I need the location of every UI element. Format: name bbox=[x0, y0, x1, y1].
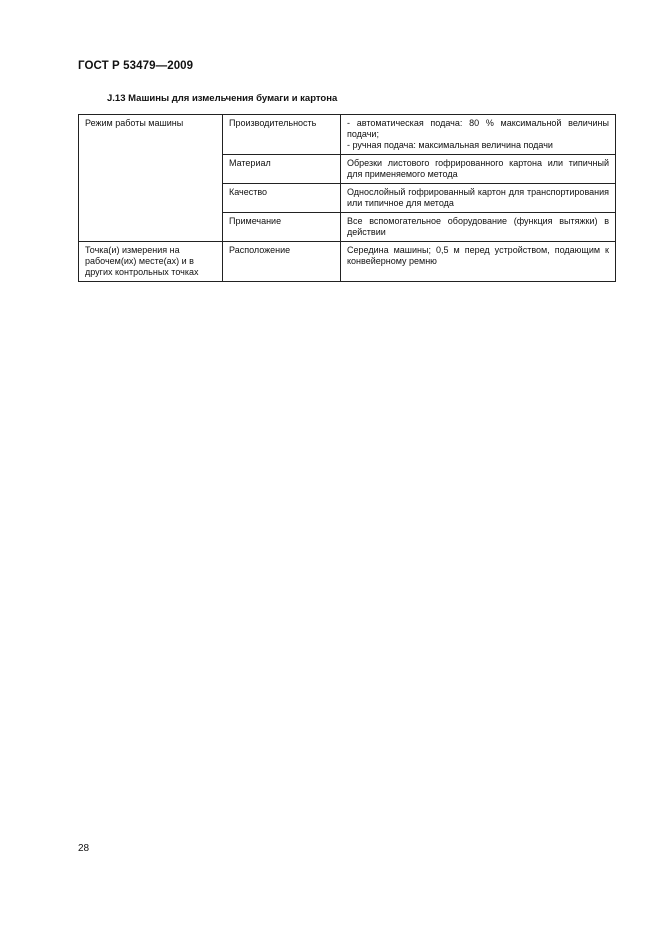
param-label: Примечание bbox=[223, 213, 341, 242]
value-line: - автоматическая подача: 80 % максимальной величины подачи; bbox=[347, 118, 609, 139]
param-value bbox=[341, 184, 616, 213]
param-label: Качество bbox=[223, 184, 341, 213]
param-label: Материал bbox=[223, 155, 341, 184]
param-label: Расположение bbox=[223, 242, 341, 282]
page-number: 28 bbox=[78, 843, 90, 854]
table-row bbox=[79, 115, 616, 155]
section-title: J.13 Машины для измельчения бумаги и картона bbox=[107, 93, 338, 104]
value-line: Однослойный гофрированный картон для транспортирования или типичное для метода bbox=[347, 187, 609, 208]
group-label-operating-mode: Режим работы машины bbox=[79, 115, 223, 242]
value-line: - ручная подача: максимальная величина подачи bbox=[347, 140, 553, 150]
value-line: Середина машины; 0,5 м перед устройством, подающим к конвейерному ремню bbox=[347, 245, 609, 266]
param-value bbox=[341, 115, 616, 155]
document-header: ГОСТ Р 53479—2009 bbox=[78, 60, 194, 72]
param-value bbox=[341, 155, 616, 184]
table-row bbox=[79, 242, 616, 282]
value-line: Обрезки листового гофрированного картона или типичный для применяемого метода bbox=[347, 158, 609, 179]
group-label-measurement-points: Точка(и) измерения на рабочем(их) месте(ах) и в других контрольных точках bbox=[79, 242, 223, 282]
value-line: Все вспомогательное оборудование (функция вытяжки) в действии bbox=[347, 216, 609, 237]
param-label: Производительность bbox=[223, 115, 341, 155]
param-value bbox=[341, 213, 616, 242]
param-value bbox=[341, 242, 616, 282]
specification-table bbox=[78, 114, 616, 282]
